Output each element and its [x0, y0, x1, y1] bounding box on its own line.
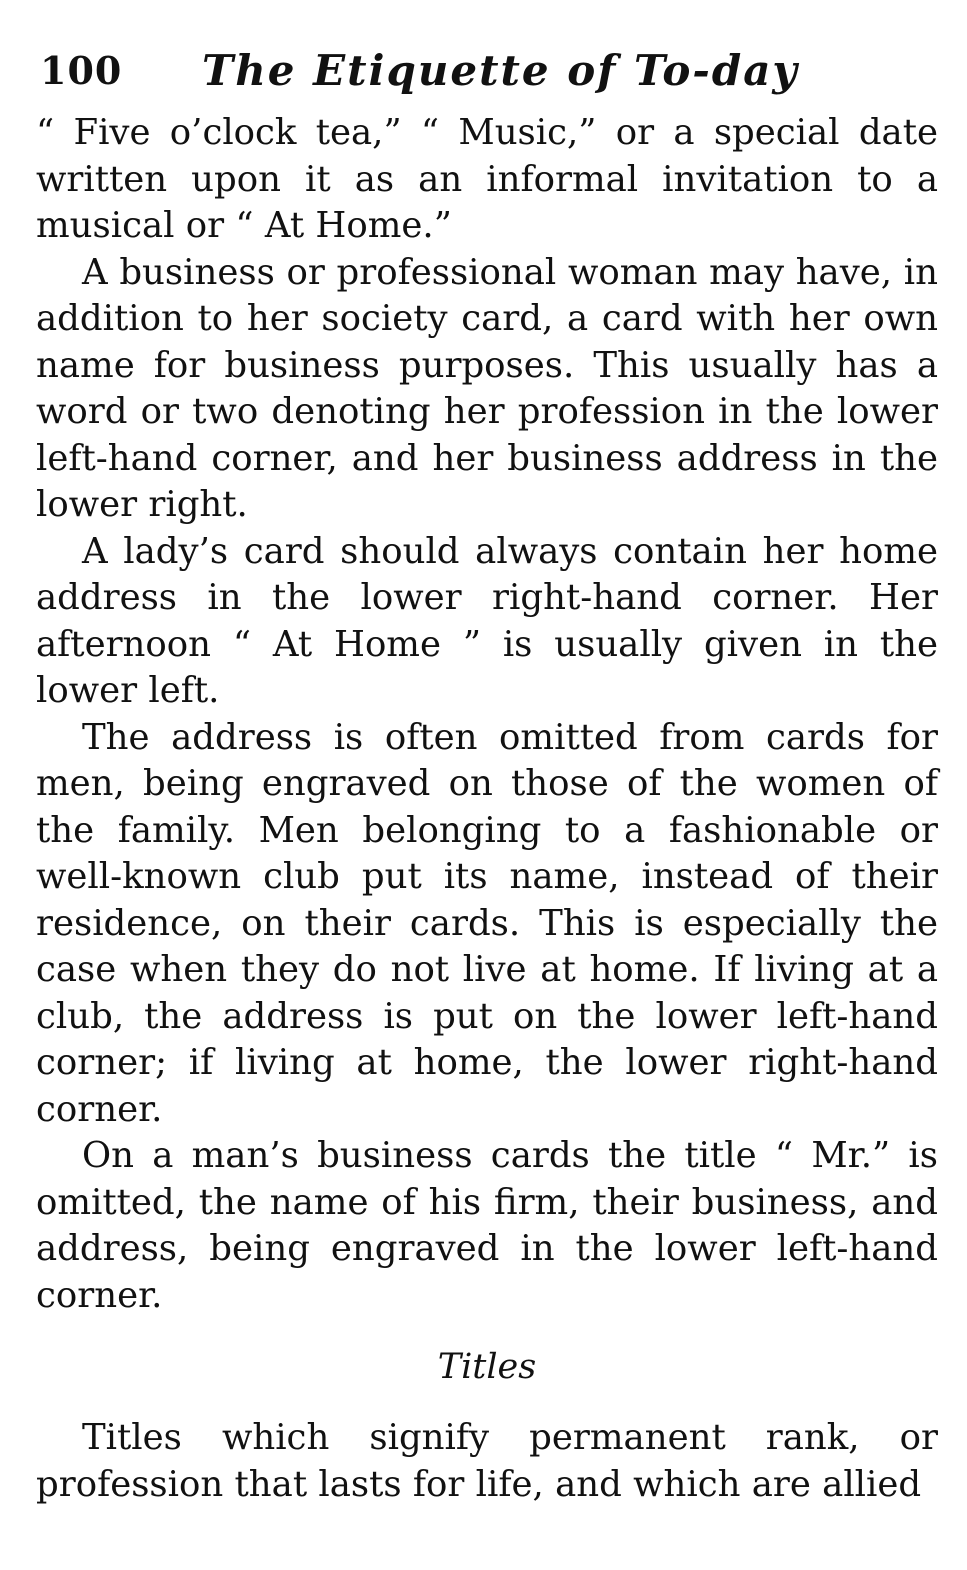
page-number: 100 [40, 48, 123, 93]
section-heading: Titles [437, 1347, 537, 1387]
paragraph-titles: Titles which signify permanent rank, or profession that lasts for life, and which are allied [36, 1417, 938, 1505]
paragraph-men-cards: The address is often omitted from cards for men, being engraved on those of the women of the family. Men belonging to a fashionable or well-known club put its name, instead of their residence, on their cards. This is especially the case when they do not live at home. If living at a club, the address is put on the lower left-hand corner; if living at home, the lower right-hand corner. [36, 716, 938, 1130]
paragraph-lady-card: A lady’s card should always contain her home address in the lower right-hand corner. Her afternoon “ At Home ” is usually given in the lower left. [36, 530, 938, 711]
paragraph-continued: “ Five o’clock tea,” “ Music,” or a special date written upon it as an informal invitation to a musical or “ At Home.” [36, 112, 938, 246]
paragraph-business-cards: On a man’s business cards the title “ Mr.” is omitted, the name of his firm, their business, and address, being engraved in the lower left-hand corner. [36, 1135, 938, 1316]
body-text [36, 110, 938, 1508]
book-page [36, 40, 938, 1508]
page-header [36, 40, 938, 110]
running-title: The Etiquette of To-day [202, 46, 799, 95]
paragraph-business-woman-card: A business or professional woman may have, in addition to her society card, a card with her own name for business purposes. This usually has a word or two denoting her profession in the lower left-hand corner, and her business address in the lower right. [36, 251, 938, 525]
